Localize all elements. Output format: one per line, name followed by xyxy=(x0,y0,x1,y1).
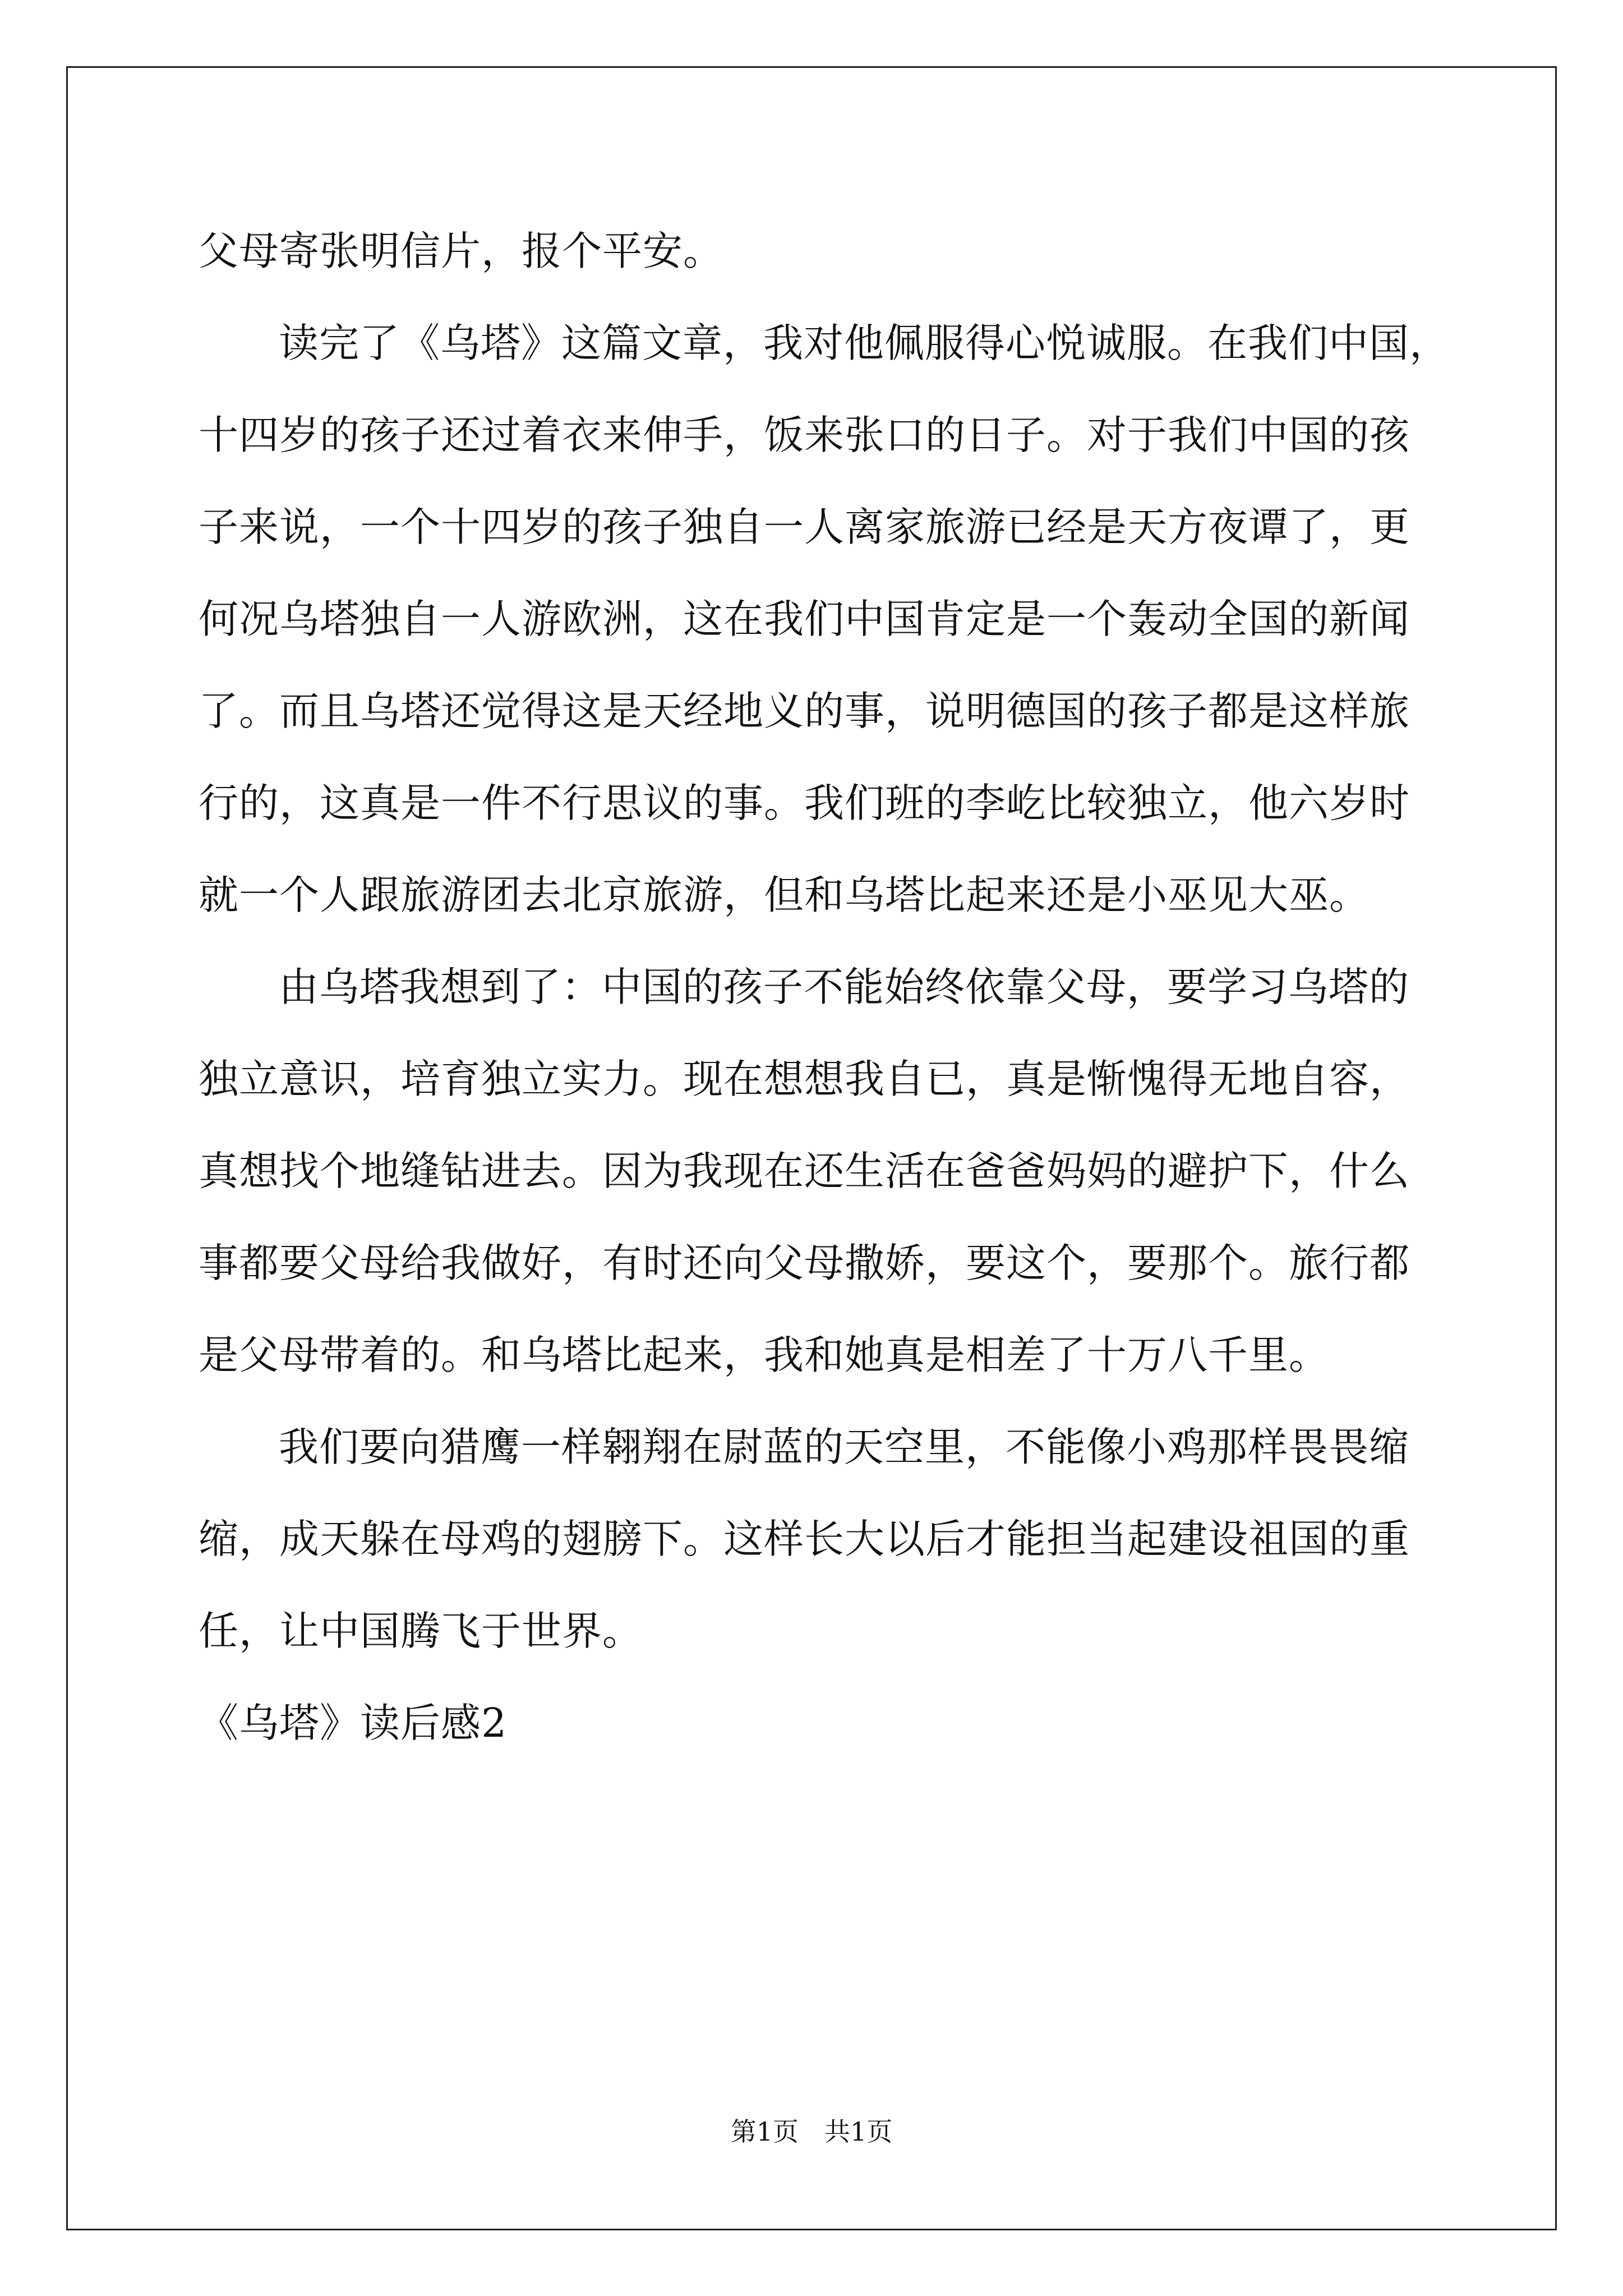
paragraph-line: 十四岁的孩子还过着衣来伸手，饭来张口的日子。对于我们中国的孩 xyxy=(199,412,1410,458)
paragraph-line: 读完了《乌塔》这篇文章，我对他佩服得心悦诚服。在我们中国， xyxy=(279,320,1450,366)
paragraph-line: 独立意识，培育独立实力。现在想想我自已，真是惭愧得无地自容， xyxy=(199,1056,1410,1102)
paragraph-line: 父母寄张明信片，报个平安。 xyxy=(199,228,724,274)
paragraph-line: 真想找个地缝钻进去。因为我现在还生活在爸爸妈妈的避护下，什么 xyxy=(199,1148,1410,1194)
paragraph-line: 何况乌塔独自一人游欧洲，这在我们中国肯定是一个轰动全国的新闻 xyxy=(199,596,1410,642)
paragraph-line: 了。而且乌塔还觉得这是天经地义的事，说明德国的孩子都是这样旅 xyxy=(199,688,1410,734)
document-body xyxy=(199,205,1450,1769)
paragraph-line: 子来说，一个十四岁的孩子独自一人离家旅游已经是天方夜谭了，更 xyxy=(199,504,1410,550)
paragraph-line: 由乌塔我想到了：中国的孩子不能始终依靠父母，要学习乌塔的 xyxy=(279,964,1410,1010)
paragraph-line: 任，让中国腾飞于世界。 xyxy=(199,1608,643,1654)
paragraph-line: 是父母带着的。和乌塔比起来，我和她真是相差了十万八千里。 xyxy=(199,1332,1330,1378)
paragraph-line: 我们要向猎鹰一样翱翔在尉蓝的天空里，不能像小鸡那样畏畏缩 xyxy=(279,1424,1410,1470)
paragraph-line: 行的，这真是一件不行思议的事。我们班的李屹比较独立，他六岁时 xyxy=(199,780,1410,826)
paragraph-line: 就一个人跟旅游团去北京旅游，但和乌塔比起来还是小巫见大巫。 xyxy=(199,872,1370,918)
section-heading: 《乌塔》读后感2 xyxy=(199,1700,508,1746)
paragraph-line: 事都要父母给我做好，有时还向父母撒娇，要这个，要那个。旅行都 xyxy=(199,1240,1410,1286)
page-footer: 第1页 共1页 xyxy=(730,2116,893,2147)
paragraph-line: 缩，成天躲在母鸡的翅膀下。这样长大以后才能担当起建设祖国的重 xyxy=(199,1516,1410,1562)
